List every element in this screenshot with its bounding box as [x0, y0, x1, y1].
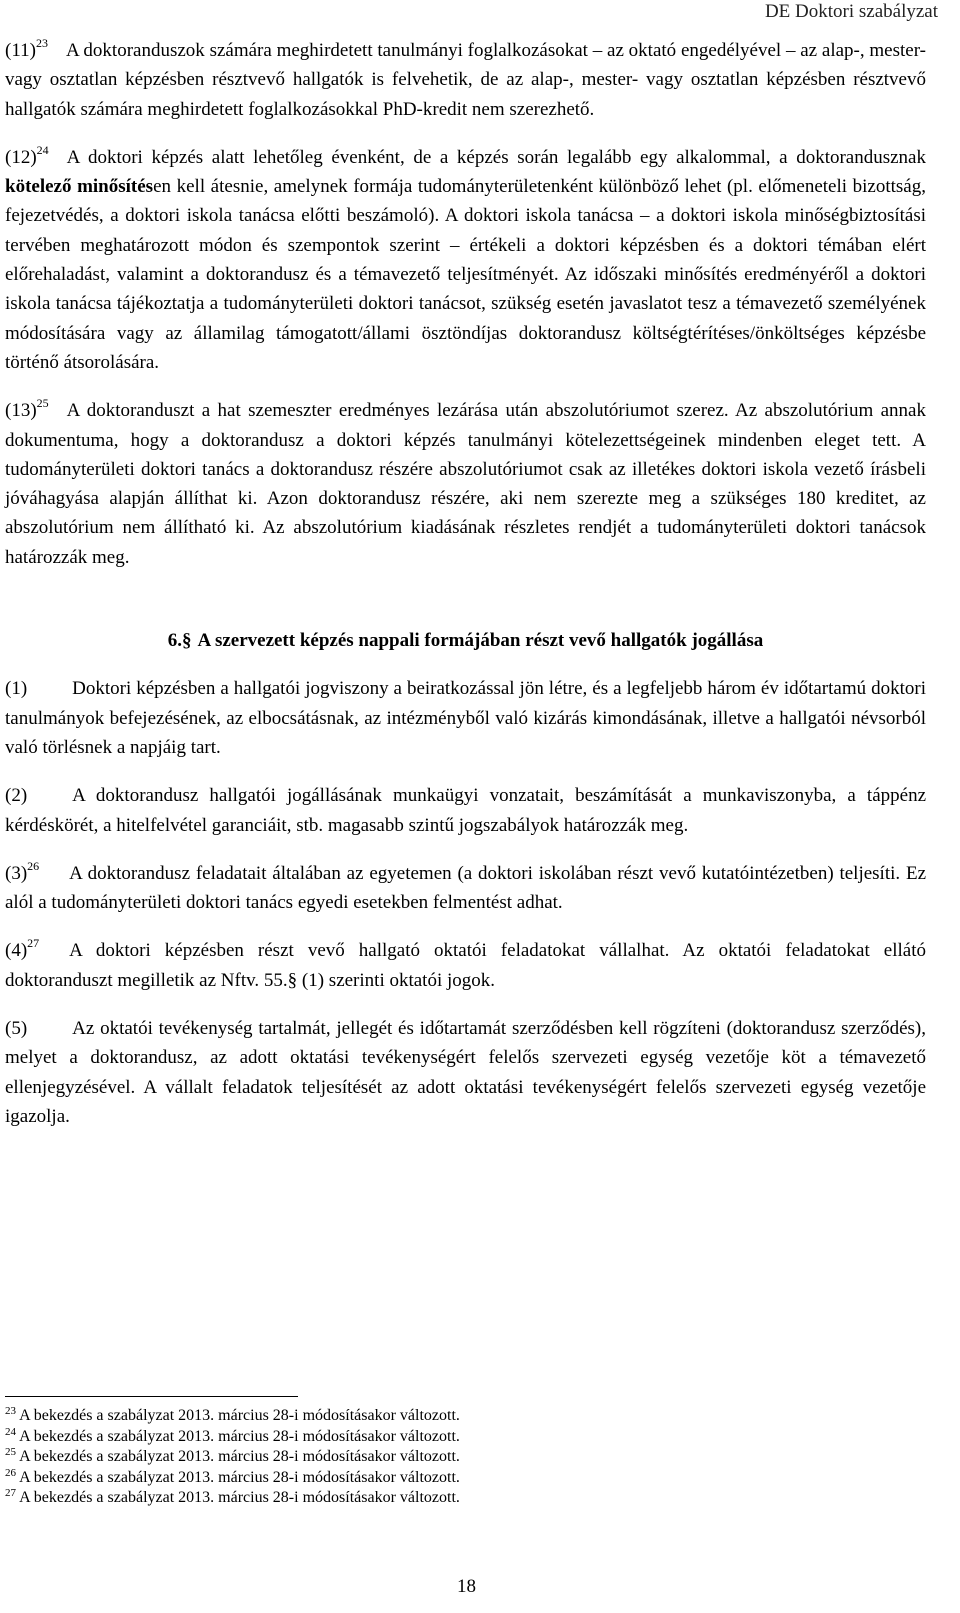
footnote-text: A bekezdés a szabályzat 2013. március 28-i módosításakor változott.: [19, 1489, 460, 1506]
paragraph-number: (3): [5, 862, 28, 884]
footnote-text: A bekezdés a szabályzat 2013. március 28-i módosításakor változott.: [19, 1407, 460, 1424]
paragraph-text: A doktorandusz feladatait általában az egyetemen (a doktori iskolában részt vevő kutatóintézetben) teljesíti. Ez alól a tudományterületi doktori tanács egyedi esetekben felmentést adhat.: [5, 862, 926, 914]
bold-term-minosites: minősítés: [77, 176, 154, 198]
footnote-item: [5, 1406, 460, 1427]
section-paragraph-2: [5, 781, 926, 840]
footnotes: [5, 1406, 460, 1509]
paragraph-text: A doktoranduszt a hat szemeszter eredményes lezárása után abszolutóriumot szerez. Az abszolutórium annak dokumentuma, hogy a doktorandusz a doktori képzés tanulmányi kötelezettségeinek mindenben eleget tett. A tudományterületi doktori tanács a doktorandusz részére abszolutóriumot csak az illetékes doktori iskola vezető írásbeli jóváhagyása alapján állíthat ki. Azon doktorandusz részére, aki nem szerezte meg a szükséges 180 kreditet, az abszolutórium nem állítható ki. Az abszolutórium kiadásának részletes rendjét a tudományterületi doktori tanácsok határozzák meg.: [5, 400, 926, 568]
footnote-text: A bekezdés a szabályzat 2013. március 28-i módosításakor változott.: [19, 1468, 460, 1486]
paragraph-number: (2): [5, 785, 28, 807]
section-title: A szervezett képzés nappali formájában részt vevő hallgatók jogállása: [197, 630, 764, 652]
page-number: 18: [457, 1576, 476, 1597]
paragraph-text: en kell átesnie, amelynek formája tudományterületenként különböző lehet (pl. előmeneteli bizottság, fejezetvédés, a doktori iskola tanácsa előtti beszámoló). A doktori iskola tanácsa – a doktori iskola minőségbiztosítási tervében meghatározott módon és szempontok szerint – értékeli a doktori képzésben és a doktori témában elért előrehaladást, valamint a doktorandusz és a témavezető teljesítményét. Az időszaki minősítés eredményéről a doktori iskola tanácsa tájékoztatja a tudományterületi doktori tanácsot, szükség esetén javaslatot tesz a témavezető személyének módosítására vagy az államilag támogatott/állami ösztöndíjas doktorandusz költségtérítéses/önköltséges képzésbe történő átsorolására.: [5, 176, 926, 373]
section-paragraph-4: [5, 936, 926, 995]
paragraph-number: (13): [5, 400, 37, 422]
section-paragraph-5: [5, 1014, 926, 1131]
footnote-ref[interactable]: 23: [35, 36, 48, 50]
paragraph-text: A doktori képzésben részt vevő hallgató oktatói feladatokat vállalhat. Az oktatói feladatokat ellátó doktoranduszt megilletik az Nftv. 55.§ (1) szerinti oktatói jogok.: [5, 940, 926, 991]
footnote-item: [5, 1488, 460, 1509]
footnote-number: 24: [5, 1425, 16, 1438]
section-number: 6.§: [167, 630, 192, 652]
footnote-number: 23: [5, 1405, 16, 1417]
paragraph-13: [5, 396, 926, 572]
running-header: DE Doktori szabályzat: [764, 1, 938, 22]
section-heading: [5, 626, 926, 655]
footnote-separator: [5, 1396, 298, 1397]
footnote-number: 27: [5, 1487, 16, 1499]
paragraph-11: [5, 36, 926, 124]
paragraph-text: A doktoranduszok számára meghirdetett tanulmányi foglalkozásokat – az oktató engedélyével – az alap-, mester- vagy osztatlan képzésben résztvevő hallgatók is felvehetik, de az alap-, mester- vagy osztatlan képzésben résztvevő hallgatók számára meghirdetett foglalkozásokkal PhD-kredit nem szerezhető.: [5, 40, 926, 120]
footnote-number: 26: [5, 1466, 16, 1479]
paragraph-text: Az oktatói tevékenység tartalmát, jellegét és időtartamát szerződésben kell rögzíteni (doktorandusz szerződés), melyet a doktorandusz, az adott oktatási tevékenységért felelős szervezeti egység vezetője köt a témavezető ellenjegyzésével. A vállalt feladatok teljesítését az adott oktatási tevékenységért felelős szervezeti egység vezetője igazolja.: [5, 1018, 926, 1127]
section-paragraph-3: [5, 859, 926, 918]
document-body: [5, 36, 926, 1150]
footnote-ref[interactable]: 26: [27, 858, 40, 873]
footnote-number: 25: [5, 1446, 16, 1458]
footnote-item: [5, 1447, 460, 1468]
footnote-text: A bekezdés a szabályzat 2013. március 28-i módosításakor változott.: [19, 1448, 460, 1465]
paragraph-number: (5): [5, 1018, 28, 1040]
footnote-text: A bekezdés a szabályzat 2013. március 28-i módosításakor változott.: [19, 1427, 460, 1445]
paragraph-text: Doktori képzésben a hallgatói jogviszony a beiratkozással jön létre, és a legfeljebb három év időtartamú doktori tanulmányok befejezésének, az elbocsátásnak, az intézményből való kizárás kimondásának, illetve a hallgatói névsorból való törlésnek a napjáig tart.: [5, 678, 926, 758]
footnote-ref[interactable]: 25: [36, 396, 49, 411]
footnote-ref[interactable]: 27: [27, 936, 40, 951]
footnote-item: [5, 1468, 460, 1489]
paragraph-number: (11): [5, 40, 36, 61]
bold-term-kotelezo: kötelező: [5, 176, 72, 198]
footnote-item: [5, 1427, 460, 1448]
paragraph-text: A doktorandusz hallgatói jogállásának munkaügyi vonzatait, beszámítását a munkaviszonyba, a táppénz kérdéskörét, a hitelfelvétel garanciáit, stb. magasabb szintű jogszabályok határozzák meg.: [5, 785, 926, 836]
paragraph-12: [5, 143, 926, 377]
paragraph-number: (12): [5, 146, 37, 168]
paragraph-number: (4): [5, 940, 28, 962]
paragraph-text: A doktori képzés alatt lehetőleg évenként, de a képzés során legalább egy alkalommal, a doktorandusznak: [66, 146, 926, 168]
paragraph-number: (1): [5, 678, 28, 700]
section-paragraph-1: [5, 674, 926, 762]
footnote-ref[interactable]: 24: [36, 142, 49, 157]
